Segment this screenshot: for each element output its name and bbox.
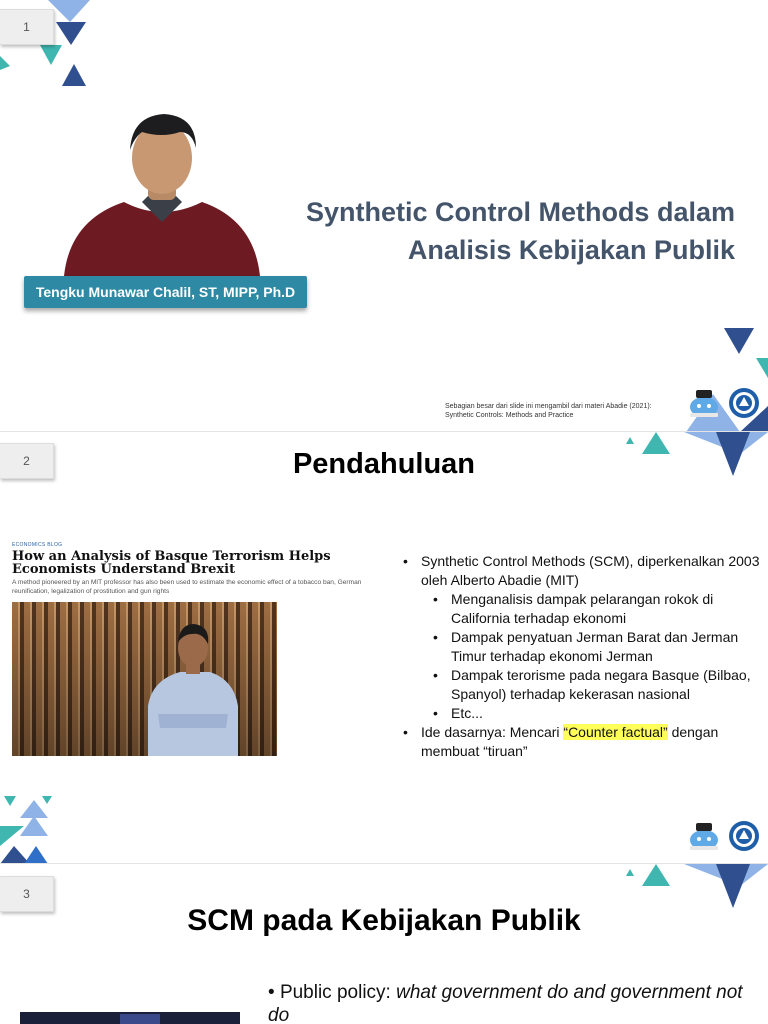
slide-1 [0, 0, 768, 432]
bullet-italic-text: what government do and government not do [268, 982, 743, 1024]
slide-heading: SCM pada Kebijakan Publik [187, 904, 581, 937]
slide-3 [0, 864, 768, 1024]
article-kicker: ECONOMICS BLOG [12, 542, 63, 548]
corner-triangles-bottom-left [0, 796, 54, 864]
university-seal-icon [728, 387, 760, 419]
university-seal-icon [728, 820, 760, 852]
mascot-logo-icon [686, 387, 722, 419]
source-note: Sebagian besar dari slide ini mengambil dari materi Abadie (2021): Synthetic Controls: Methods and Practice [445, 403, 652, 419]
sub-bullet-item: • Dampak terorisme pada negara Basque (Bilbao, Spanyol) terhadap kekerasan nasional [403, 666, 763, 704]
presenter-name-banner: Tengku Munawar Chalil, ST, MIPP, Ph.D [24, 276, 307, 308]
bullet-text: Ide dasarnya: Mencari [421, 724, 564, 740]
sub-bullet-item: • Etc... [403, 704, 763, 723]
bullet-symbol: • [268, 982, 280, 1003]
logo-group [686, 820, 760, 852]
news-article-clip [12, 542, 376, 596]
bullet-item-idea [403, 723, 763, 761]
bullet-list [403, 552, 763, 761]
article-photo [12, 602, 277, 756]
article-description: A method pioneered by an MIT professor has also been used to estimate the economic effect of a tobacco ban, German reunification, legalization of prostitution and gun rights [12, 579, 362, 595]
bullet-item [268, 981, 768, 1024]
title-line-1: Synthetic Control Methods dalam [305, 197, 735, 227]
slide-image [20, 1012, 240, 1024]
sub-bullet-item: • Menganalisis dampak pelarangan rokok di California terhadap ekonomi [403, 590, 763, 628]
slide-number-badge: 1 [0, 9, 54, 45]
bullet-item: • Synthetic Control Methods (SCM), diperkenalkan 2003 oleh Alberto Abadie (MIT) [403, 552, 763, 590]
mascot-logo-icon [686, 820, 722, 852]
bullet-text: Public policy: [279, 982, 397, 1003]
logo-group [686, 387, 760, 419]
slide-heading: Pendahuluan [292, 448, 476, 480]
article-title: How an Analysis of Basque Terrorism Helps Economists Understand Brexit [12, 549, 331, 577]
slide-number-badge: 2 [0, 443, 54, 479]
highlighted-term: “Counter factual” [563, 724, 668, 740]
bullet-text: dengan membuat “tiruan” [421, 724, 719, 759]
slide-title [215, 193, 735, 269]
title-line-2: Analisis Kebijakan Publik [407, 235, 735, 265]
slide-number-badge: 3 [0, 876, 54, 912]
sub-bullet-item: • Dampak penyatuan Jerman Barat dan Jerman Timur terhadap ekonomi Jerman [403, 628, 763, 666]
slide-2 [0, 432, 768, 864]
